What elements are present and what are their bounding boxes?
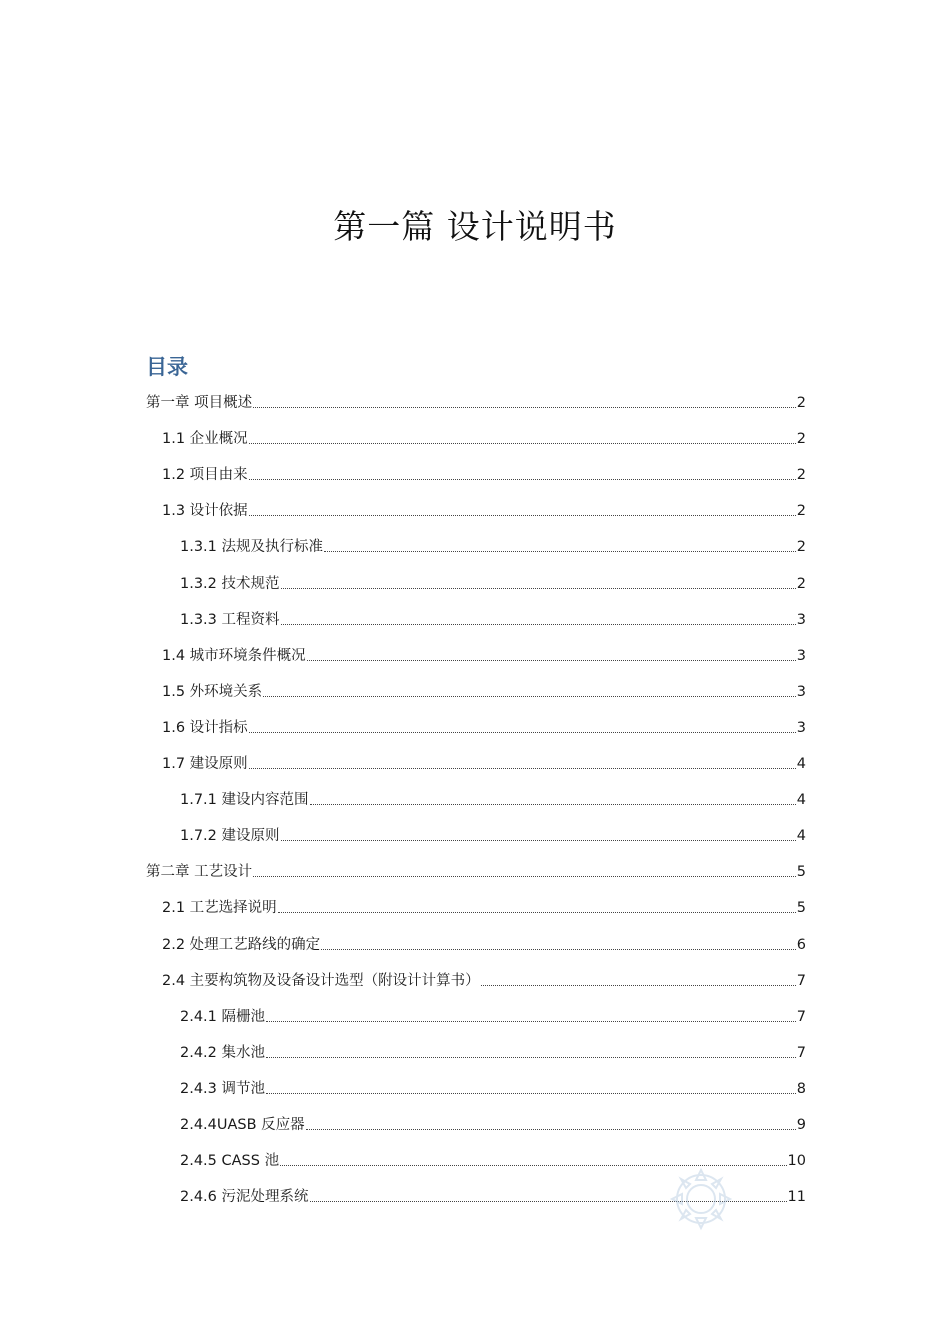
toc-entry-title: 1.7.1 建设内容范围 <box>180 792 309 809</box>
toc-entry-title: 第二章 工艺设计 <box>146 864 253 881</box>
toc-entry[interactable] <box>162 750 806 774</box>
toc-page-number: 11 <box>787 1189 806 1206</box>
watermark-emblem-icon <box>668 1166 734 1232</box>
toc-entry[interactable] <box>162 425 806 449</box>
toc-entry[interactable] <box>180 822 806 846</box>
toc-page-number: 7 <box>796 1044 806 1061</box>
toc-entry[interactable] <box>180 570 806 594</box>
toc-entry[interactable] <box>180 606 806 630</box>
toc-dot-leader <box>481 985 796 986</box>
toc-entry-title: 2.4 主要构筑物及设备设计选型（附设计计算书） <box>162 972 480 989</box>
toc-entry-title: 1.3.1 法规及执行标准 <box>180 539 324 556</box>
toc-page-number: 2 <box>796 395 806 411</box>
toc-entry-title: 第一章 项目概述 <box>146 395 253 411</box>
toc-entry[interactable] <box>180 1003 806 1027</box>
toc-page-number: 2 <box>796 575 806 592</box>
toc-entry-title: 2.4.1 隔栅池 <box>180 1008 266 1025</box>
toc-dot-leader <box>324 551 796 552</box>
toc-entry[interactable] <box>180 1075 806 1099</box>
toc-page-number: 3 <box>796 683 806 700</box>
toc-entry-title: 2.4.6 污泥处理系统 <box>180 1189 309 1206</box>
toc-dot-leader <box>266 1057 796 1058</box>
toc-dot-leader <box>253 876 796 877</box>
toc-page-number: 2 <box>796 503 806 520</box>
toc-entry[interactable] <box>146 389 806 413</box>
toc-dot-leader <box>281 840 796 841</box>
toc-entry[interactable] <box>162 967 806 991</box>
toc-entry-title: 2.4.3 调节池 <box>180 1080 266 1097</box>
toc-entry[interactable] <box>162 497 806 521</box>
toc-entry-title: 1.1 企业概况 <box>162 431 248 448</box>
toc-dot-leader <box>278 912 796 913</box>
toc-page-number: 6 <box>796 936 806 953</box>
toc-dot-leader <box>281 588 796 589</box>
toc-entry-title: 1.3.3 工程资料 <box>180 611 280 628</box>
toc-dot-leader <box>321 949 796 950</box>
toc-entry-title: 2.1 工艺选择说明 <box>162 900 277 917</box>
toc-dot-leader <box>249 732 796 733</box>
toc-page-number: 2 <box>796 539 806 556</box>
toc-dot-leader <box>266 1093 796 1094</box>
toc-page-number: 8 <box>796 1080 806 1097</box>
toc-heading: 目录 <box>146 355 188 379</box>
toc-page-number: 3 <box>796 647 806 664</box>
document-title: 第一篇 设计说明书 <box>333 207 617 247</box>
toc-entry-title: 1.6 设计指标 <box>162 719 248 736</box>
toc-dot-leader <box>249 515 796 516</box>
toc-dot-leader <box>249 479 796 480</box>
toc-dot-leader <box>253 407 796 408</box>
toc-page-number: 2 <box>796 467 806 484</box>
toc-entry[interactable] <box>162 678 806 702</box>
toc-entry[interactable] <box>180 1111 806 1135</box>
toc-dot-leader <box>306 1129 796 1130</box>
toc-dot-leader <box>249 443 796 444</box>
toc-entry[interactable] <box>162 714 806 738</box>
toc-dot-leader <box>249 768 796 769</box>
toc-entry[interactable] <box>180 786 806 810</box>
toc-entry[interactable] <box>162 931 806 955</box>
toc-entry-title: 1.4 城市环境条件概况 <box>162 647 306 664</box>
toc-page-number: 10 <box>787 1153 806 1170</box>
toc-entry-title: 2.4.4UASB 反应器 <box>180 1117 305 1133</box>
toc-page-number: 2 <box>796 431 806 448</box>
toc-entry-title: 1.2 项目由来 <box>162 467 248 484</box>
toc-entry-title: 1.3.2 技术规范 <box>180 575 280 592</box>
toc-entry-title: 2.4.5 CASS 池 <box>180 1153 280 1170</box>
toc-page-number: 4 <box>796 828 806 845</box>
toc-entry[interactable] <box>162 894 806 918</box>
toc-entry[interactable] <box>146 858 806 882</box>
toc-dot-leader <box>266 1021 796 1022</box>
toc-entry-title: 2.4.2 集水池 <box>180 1044 266 1061</box>
toc-page-number: 7 <box>796 1008 806 1025</box>
toc-page-number: 9 <box>796 1117 806 1133</box>
toc-page-number: 5 <box>796 900 806 917</box>
toc-dot-leader <box>307 660 796 661</box>
toc-dot-leader <box>310 804 796 805</box>
toc-entry-title: 1.7 建设原则 <box>162 756 248 772</box>
toc-entry[interactable] <box>162 461 806 485</box>
toc-page-number: 3 <box>796 611 806 628</box>
toc-page-number: 4 <box>796 756 806 772</box>
toc-entry-title: 2.2 处理工艺路线的确定 <box>162 936 321 953</box>
toc-page-number: 4 <box>796 792 806 809</box>
toc-page-number: 3 <box>796 719 806 736</box>
toc-dot-leader <box>281 624 796 625</box>
toc-entry[interactable] <box>180 1039 806 1063</box>
toc-page-number: 5 <box>796 864 806 881</box>
toc-entry[interactable] <box>162 642 806 666</box>
toc-entry[interactable] <box>180 533 806 557</box>
toc-dot-leader <box>263 696 796 697</box>
toc-page-number: 7 <box>796 972 806 989</box>
toc-entry-title: 1.3 设计依据 <box>162 503 248 520</box>
toc-entry-title: 1.7.2 建设原则 <box>180 828 280 845</box>
toc-entry-title: 1.5 外环境关系 <box>162 683 263 700</box>
